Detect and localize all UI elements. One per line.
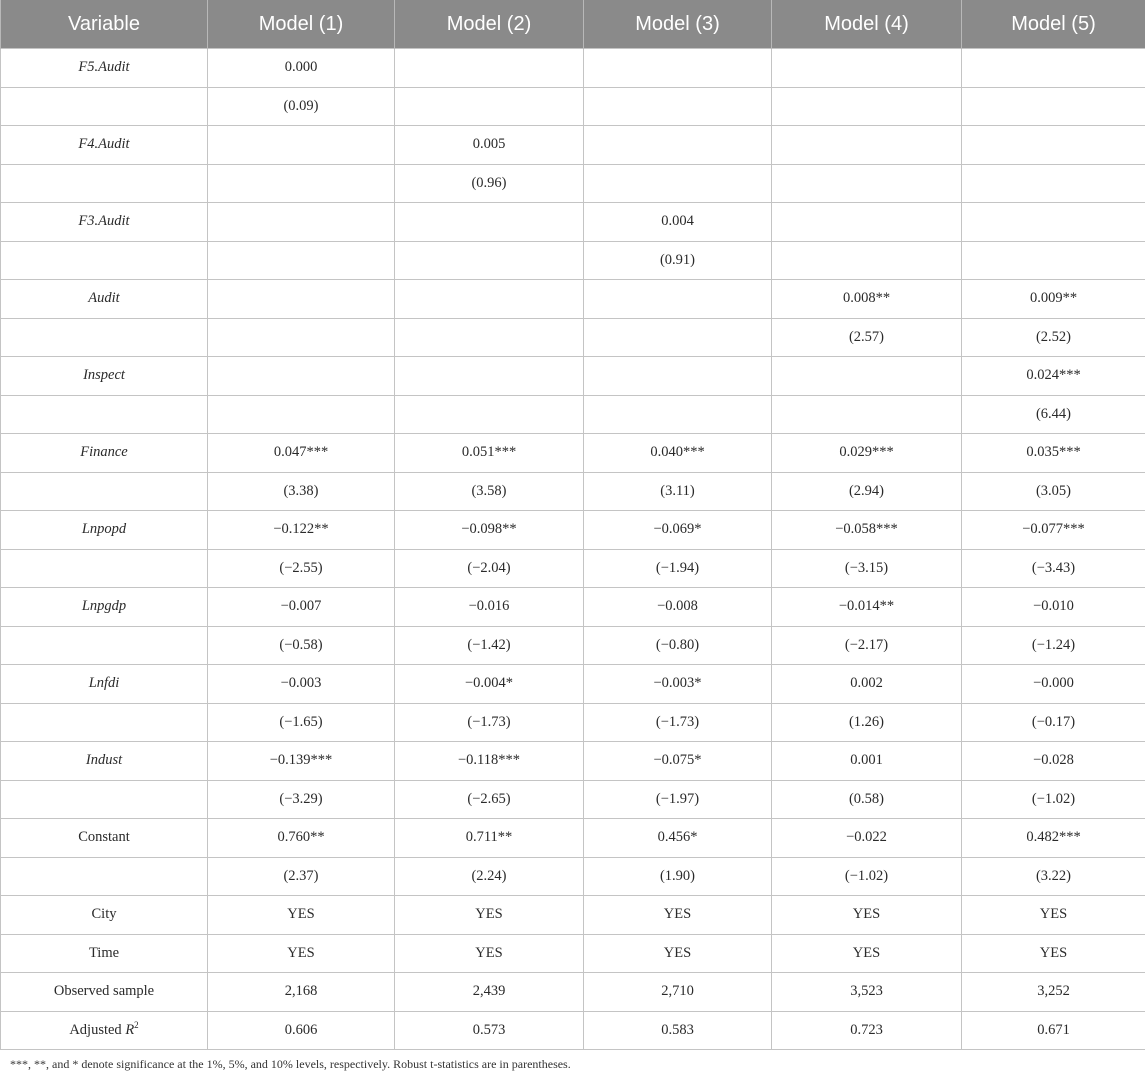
table-cell: 0.001 — [772, 742, 962, 781]
row-label: Lnpopd — [1, 511, 208, 550]
table-footnote: ***, **, and * denote significance at the 1%, 5%, and 10% levels, respectively. Robust t-statistics are in parentheses. — [10, 1057, 571, 1071]
row-label: F5.Audit — [1, 49, 208, 88]
table-cell — [772, 126, 962, 165]
table-cell: (−2.17) — [772, 626, 962, 665]
row-label — [1, 164, 208, 203]
row-label — [1, 87, 208, 126]
table-cell — [395, 318, 584, 357]
table-cell — [962, 49, 1145, 88]
table-cell: −0.004* — [395, 665, 584, 704]
table-cell: 0.035*** — [962, 434, 1145, 473]
table-cell: (0.58) — [772, 780, 962, 819]
table-cell — [208, 318, 395, 357]
table-cell — [584, 49, 772, 88]
table-cell: YES — [584, 896, 772, 935]
row-label: F3.Audit — [1, 203, 208, 242]
table-cell: (−3.43) — [962, 549, 1145, 588]
table-cell — [584, 318, 772, 357]
table-row — [1, 49, 1145, 88]
table-cell: −0.098** — [395, 511, 584, 550]
table-row — [1, 626, 1145, 665]
table-cell: (−1.94) — [584, 549, 772, 588]
table-cell: −0.077*** — [962, 511, 1145, 550]
table-cell: (2.52) — [962, 318, 1145, 357]
table-cell: (−1.02) — [772, 857, 962, 896]
table-cell: −0.118*** — [395, 742, 584, 781]
table-cell: −0.069* — [584, 511, 772, 550]
table-cell — [208, 280, 395, 319]
table-cell: 2,710 — [584, 973, 772, 1012]
table-cell: −0.028 — [962, 742, 1145, 781]
table-cell: YES — [584, 934, 772, 973]
table-cell: YES — [208, 896, 395, 935]
row-label: Lnfdi — [1, 665, 208, 704]
table-cell — [962, 203, 1145, 242]
table-cell — [208, 164, 395, 203]
table-cell: (−0.58) — [208, 626, 395, 665]
row-label — [1, 780, 208, 819]
table-cell — [584, 395, 772, 434]
table-cell: −0.022 — [772, 819, 962, 858]
table-row — [1, 472, 1145, 511]
table-cell: (1.90) — [584, 857, 772, 896]
header-model-5: Model (5) — [962, 0, 1145, 49]
row-label: Audit — [1, 280, 208, 319]
table-cell — [962, 164, 1145, 203]
table-cell — [962, 126, 1145, 165]
table-row — [1, 241, 1145, 280]
table-cell — [208, 126, 395, 165]
table-cell: (−1.73) — [395, 703, 584, 742]
table-body — [1, 49, 1145, 1050]
row-label — [1, 549, 208, 588]
table-cell: (0.96) — [395, 164, 584, 203]
row-label: Observed sample — [1, 973, 208, 1012]
adj-r2-prefix: Adjusted — [69, 1021, 126, 1038]
table-header — [1, 0, 1145, 49]
table-cell — [772, 87, 962, 126]
table-row — [1, 703, 1145, 742]
table-cell: −0.008 — [584, 588, 772, 627]
table-cell — [584, 357, 772, 396]
table-cell — [208, 395, 395, 434]
table-cell: −0.075* — [584, 742, 772, 781]
table-cell: YES — [208, 934, 395, 973]
row-label: Inspect — [1, 357, 208, 396]
table-cell: YES — [395, 896, 584, 935]
table-row — [1, 395, 1145, 434]
table-row — [1, 87, 1145, 126]
table-cell: 0.004 — [584, 203, 772, 242]
table-cell — [584, 87, 772, 126]
table-row — [1, 549, 1145, 588]
row-label-adjusted-r2 — [1, 1011, 208, 1050]
table-cell: −0.139*** — [208, 742, 395, 781]
header-model-4: Model (4) — [772, 0, 962, 49]
table-cell: 2,168 — [208, 973, 395, 1012]
table-cell: 0.606 — [208, 1011, 395, 1050]
table-cell: (3.05) — [962, 472, 1145, 511]
row-label: F4.Audit — [1, 126, 208, 165]
table-cell: −0.014** — [772, 588, 962, 627]
row-label — [1, 472, 208, 511]
row-label: Finance — [1, 434, 208, 473]
table-cell — [395, 203, 584, 242]
table-row — [1, 434, 1145, 473]
table-cell: −0.010 — [962, 588, 1145, 627]
table-cell: −0.000 — [962, 665, 1145, 704]
table-cell — [584, 164, 772, 203]
table-cell: YES — [772, 896, 962, 935]
table-row — [1, 665, 1145, 704]
table-cell — [962, 241, 1145, 280]
table-cell: 0.047*** — [208, 434, 395, 473]
table-cell: 0.456* — [584, 819, 772, 858]
table-cell: (6.44) — [962, 395, 1145, 434]
table-row — [1, 742, 1145, 781]
table-row — [1, 857, 1145, 896]
table-cell — [395, 395, 584, 434]
table-cell — [772, 357, 962, 396]
table-cell: YES — [962, 934, 1145, 973]
row-label: Constant — [1, 819, 208, 858]
table-cell — [772, 49, 962, 88]
table-row — [1, 934, 1145, 973]
table-cell: 0.029*** — [772, 434, 962, 473]
table-row — [1, 819, 1145, 858]
table-cell — [208, 241, 395, 280]
table-cell — [772, 203, 962, 242]
table-cell: (−1.65) — [208, 703, 395, 742]
table-cell: −0.016 — [395, 588, 584, 627]
table-cell: −0.003* — [584, 665, 772, 704]
table-cell: (−1.97) — [584, 780, 772, 819]
header-variable: Variable — [1, 0, 208, 49]
table-cell — [584, 280, 772, 319]
table-row — [1, 318, 1145, 357]
header-model-1: Model (1) — [208, 0, 395, 49]
table-cell: 0.008** — [772, 280, 962, 319]
header-model-2: Model (2) — [395, 0, 584, 49]
table-cell: 0.000 — [208, 49, 395, 88]
table-cell: 0.002 — [772, 665, 962, 704]
table-cell: −0.122** — [208, 511, 395, 550]
table-cell: YES — [962, 896, 1145, 935]
table-cell: 0.573 — [395, 1011, 584, 1050]
table-row — [1, 203, 1145, 242]
table-row — [1, 357, 1145, 396]
table-cell — [395, 49, 584, 88]
table-row — [1, 164, 1145, 203]
table-cell: 0.760** — [208, 819, 395, 858]
row-label: Indust — [1, 742, 208, 781]
table-row — [1, 280, 1145, 319]
adj-r2-sup: 2 — [134, 1019, 139, 1030]
table-row — [1, 588, 1145, 627]
table-cell: 0.005 — [395, 126, 584, 165]
table-cell — [772, 395, 962, 434]
table-cell — [395, 357, 584, 396]
table-row — [1, 511, 1145, 550]
table-row — [1, 896, 1145, 935]
table-cell: YES — [772, 934, 962, 973]
table-cell: 0.711** — [395, 819, 584, 858]
header-row — [1, 0, 1145, 49]
table-cell: (1.26) — [772, 703, 962, 742]
row-label — [1, 395, 208, 434]
table-cell — [584, 126, 772, 165]
table-cell: 0.583 — [584, 1011, 772, 1050]
table-cell: 0.482*** — [962, 819, 1145, 858]
table-cell: (−1.42) — [395, 626, 584, 665]
table-cell — [395, 241, 584, 280]
table-cell: (−3.29) — [208, 780, 395, 819]
table-cell: (2.24) — [395, 857, 584, 896]
table-cell — [208, 357, 395, 396]
table-cell: (2.37) — [208, 857, 395, 896]
table-cell: (2.57) — [772, 318, 962, 357]
table-cell: (−1.73) — [584, 703, 772, 742]
table-row — [1, 126, 1145, 165]
table-cell: 2,439 — [395, 973, 584, 1012]
table-cell — [395, 87, 584, 126]
table-cell: (2.94) — [772, 472, 962, 511]
table-cell: (3.58) — [395, 472, 584, 511]
row-label: City — [1, 896, 208, 935]
table-cell: 0.671 — [962, 1011, 1145, 1050]
table-cell: (3.22) — [962, 857, 1145, 896]
table-cell: (−1.24) — [962, 626, 1145, 665]
table-cell — [772, 164, 962, 203]
table-cell: (3.11) — [584, 472, 772, 511]
table-cell: 3,523 — [772, 973, 962, 1012]
row-label — [1, 318, 208, 357]
row-label: Time — [1, 934, 208, 973]
table-row — [1, 973, 1145, 1012]
row-label — [1, 241, 208, 280]
table-cell: 0.723 — [772, 1011, 962, 1050]
table-row — [1, 780, 1145, 819]
row-label — [1, 857, 208, 896]
table-cell: (−3.15) — [772, 549, 962, 588]
header-model-3: Model (3) — [584, 0, 772, 49]
table-cell: (−1.02) — [962, 780, 1145, 819]
table-cell: −0.003 — [208, 665, 395, 704]
row-label — [1, 626, 208, 665]
row-label: Lnpgdp — [1, 588, 208, 627]
table-cell: 3,252 — [962, 973, 1145, 1012]
table-cell — [772, 241, 962, 280]
table-cell: (−2.65) — [395, 780, 584, 819]
table-cell: −0.058*** — [772, 511, 962, 550]
table-cell: (3.38) — [208, 472, 395, 511]
table-cell — [962, 87, 1145, 126]
table-cell: −0.007 — [208, 588, 395, 627]
table-cell — [395, 280, 584, 319]
table-cell: 0.009** — [962, 280, 1145, 319]
table-cell: (−0.80) — [584, 626, 772, 665]
table-cell: (0.09) — [208, 87, 395, 126]
table-cell: (−2.55) — [208, 549, 395, 588]
row-label — [1, 703, 208, 742]
adj-r2-var: R — [125, 1021, 135, 1038]
table-row-adjusted-r2 — [1, 1011, 1145, 1050]
table-cell — [208, 203, 395, 242]
table-cell: (0.91) — [584, 241, 772, 280]
table-cell: (−0.17) — [962, 703, 1145, 742]
table-cell: 0.051*** — [395, 434, 584, 473]
table-cell: 0.024*** — [962, 357, 1145, 396]
table-cell: YES — [395, 934, 584, 973]
table-cell: 0.040*** — [584, 434, 772, 473]
table-cell: (−2.04) — [395, 549, 584, 588]
